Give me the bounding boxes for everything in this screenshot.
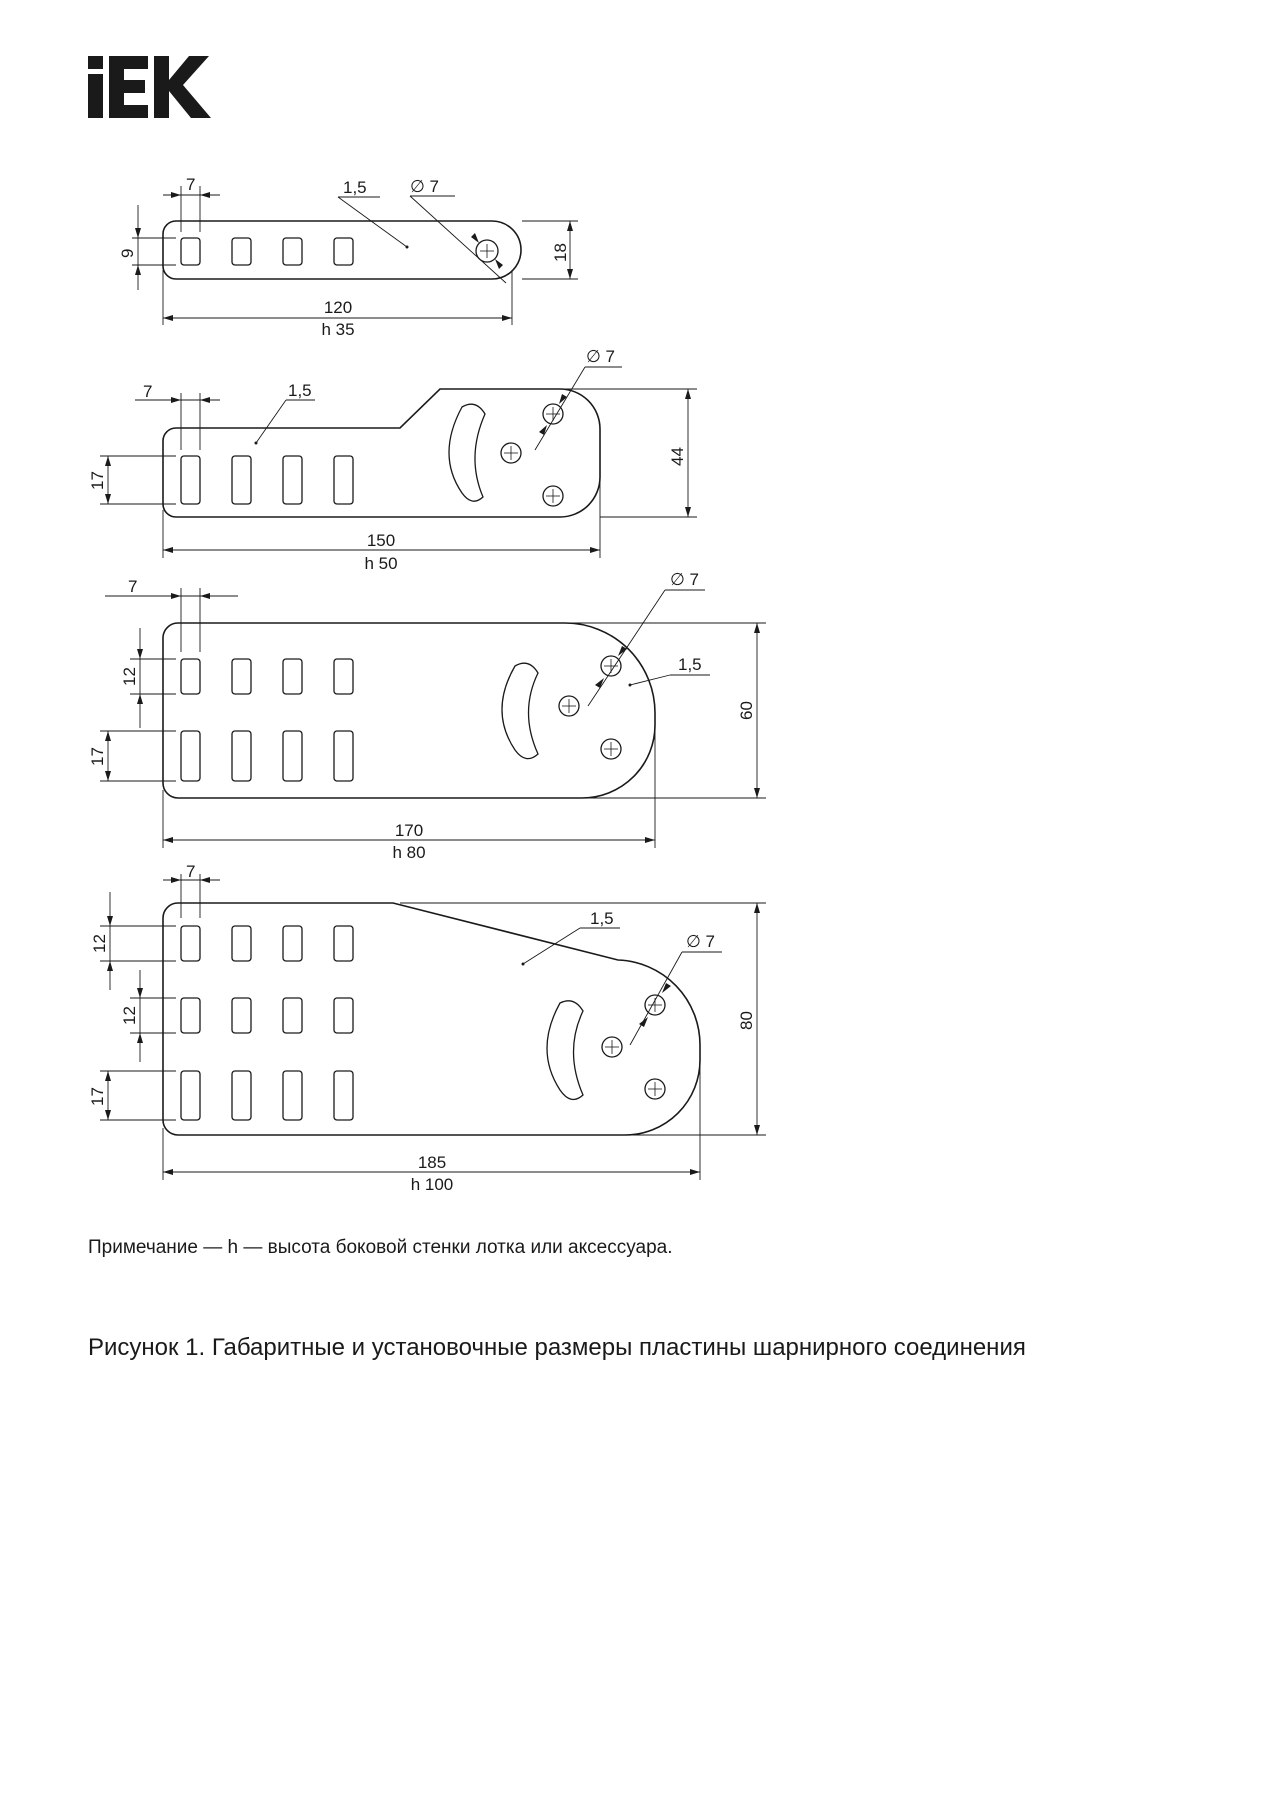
plate-3-row-pitch-label: 12 (120, 667, 139, 686)
plate-4-slot-width-label: 7 (186, 862, 196, 881)
plate-1-hole-label: ∅ 7 (410, 177, 439, 196)
plate-4-length-label: 185 (417, 1153, 447, 1172)
plate-1-thickness-label: 1,5 (343, 178, 367, 197)
plate-1-slot-height-label: 9 (118, 248, 137, 258)
plate-3-thickness-label: 1,5 (678, 655, 702, 674)
plate-2-slot-height-label: 17 (88, 471, 107, 490)
plate-3-slot-width-label: 7 (128, 577, 138, 596)
drawing-note: Примечание — h — высота боковой стенки лотка или аксессуара. (88, 1237, 673, 1258)
plate-1-slot-width-label: 7 (186, 175, 196, 194)
plate-2-slot-width-label: 7 (143, 382, 153, 401)
plate-4-drawing (88, 862, 766, 1194)
plate-4-height-label: 80 (737, 1011, 756, 1030)
plate-1-h-label: h 35 (321, 320, 355, 339)
plate-4-row-pitch-label-1: 12 (90, 934, 109, 953)
plate-2-thickness-label: 1,5 (288, 381, 312, 400)
plate-3-length-label: 170 (394, 821, 424, 840)
plate-1-length-label: 120 (323, 298, 353, 317)
plate-4-row-pitch-label-2: 12 (120, 1006, 139, 1025)
plate-2-hole-label: ∅ 7 (586, 347, 615, 366)
plate-3-hole-label: ∅ 7 (670, 570, 699, 589)
plate-3-drawing (88, 570, 766, 862)
plate-4-h-label: h 100 (410, 1175, 454, 1194)
plate-3-slot-height-label: 17 (88, 747, 107, 766)
plate-4-thickness-label: 1,5 (590, 909, 614, 928)
plate-2-height-label: 44 (668, 447, 687, 466)
plate-1-height-label: 18 (551, 243, 570, 262)
plate-2-drawing (88, 347, 697, 573)
plate-1-drawing (118, 175, 578, 339)
plate-4-hole-label: ∅ 7 (686, 932, 715, 951)
plate-2-h-label: h 50 (364, 554, 398, 573)
figure-caption: Рисунок 1. Габаритные и установочные размеры пластины шарнирного соединения (88, 1334, 1026, 1361)
plate-4-slot-height-label: 17 (88, 1087, 107, 1106)
plate-3-height-label: 60 (737, 701, 756, 720)
plate-3-h-label: h 80 (392, 843, 426, 862)
plate-2-length-label: 150 (366, 531, 396, 550)
